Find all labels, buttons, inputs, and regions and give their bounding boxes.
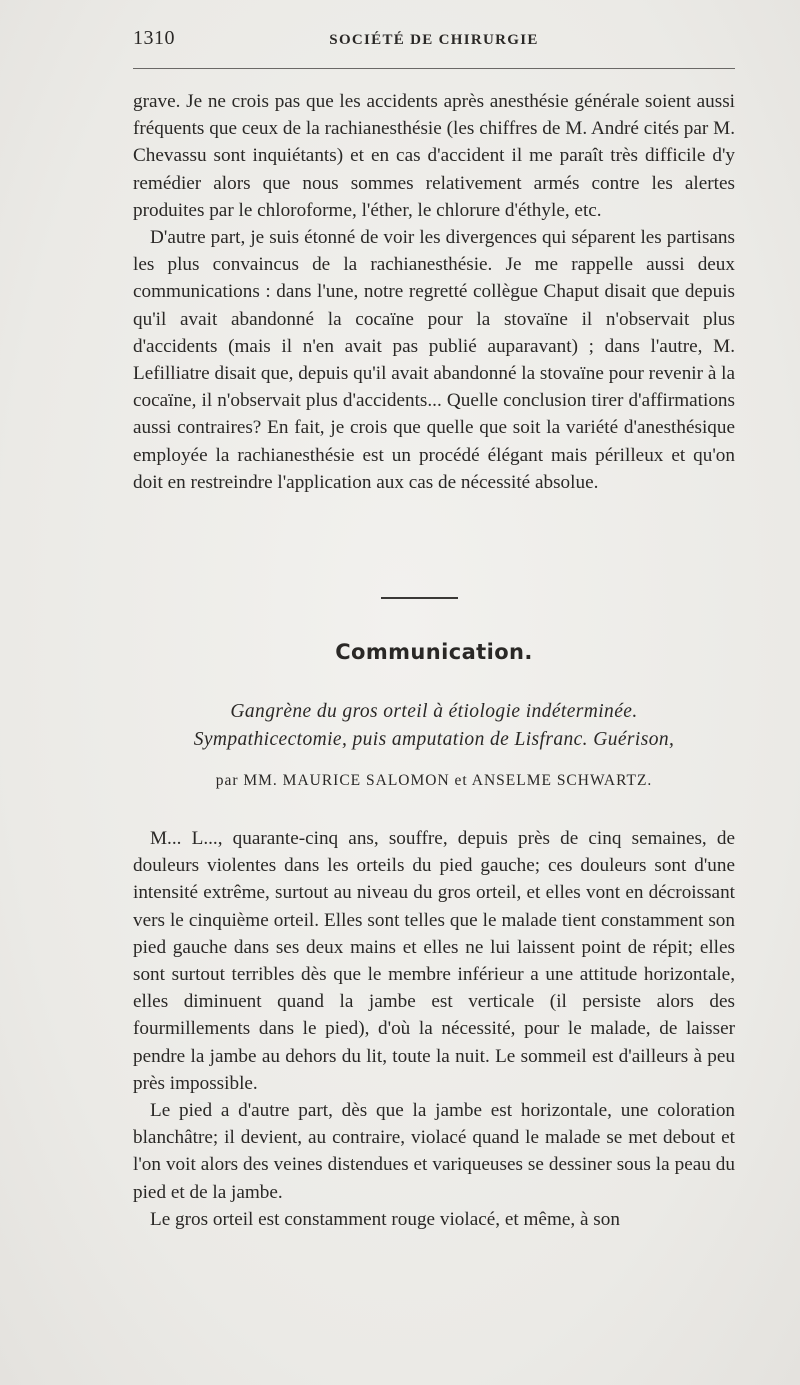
article-authors: par MM. MAURICE SALOMON et ANSELME SCHWARTZ. <box>215 772 653 789</box>
section-title: Communication. <box>335 640 533 664</box>
article-title <box>133 698 735 754</box>
page-number: 1310 <box>133 27 175 49</box>
paragraph: Le pied a d'autre part, dès que la jambe est horizontale, une coloration blanchâtre; il devient, au contraire, violacé quand le malade se met debout et l'on voit alors des veines distendues et variqueuses se dessiner sous la peau du pied et de la jambe. <box>133 1100 735 1203</box>
page-header <box>133 22 735 58</box>
top-text-block <box>133 88 735 496</box>
section-separator <box>381 597 458 599</box>
body-text-block <box>133 825 735 1233</box>
running-head: SOCIÉTÉ DE CHIRURGIE <box>329 32 539 48</box>
paragraph: grave. Je ne crois pas que les accidents après anesthésie générale soient aussi fréquents que ceux de la rachianesthésie (les chiffres de M. André cités par M. Chevassu sont inquiétants) et en cas d'accident il me paraît très difficile d'y remédier alors que nous sommes relativement armés contre les alertes produites par le chloroforme, l'éther, le chlorure d'éthyle, etc. <box>133 91 735 221</box>
article-title-line: Gangrène du gros orteil à étiologie indéterminée. <box>230 701 638 722</box>
paragraph: D'autre part, je suis étonné de voir les divergences qui séparent les partisans les plus convaincus de la rachianesthésie. Je me rappelle aussi deux communications : dans l'une, notre regretté collègue Chaput disait que depuis qu'il avait abandonné la cocaïne pour la stovaïne il n'observait plus d'accidents (mais il n'en avait pas publié auparavant) ; dans l'autre, M. Lefilliatre disait que, depuis qu'il avait abandonné la stovaïne pour revenir à la cocaïne, il n'observait plus d'accidents... Quelle conclusion tirer d'affirmations aussi contraires? En fait, je crois que quelle que soit la variété d'anesthésique employée la rachianesthésie est un procédé élégant mais périlleux et qu'on doit en restreindre l'application aux cas de nécessité absolue. <box>133 227 735 493</box>
header-rule <box>133 68 735 69</box>
paragraph: M... L..., quarante-cinq ans, souffre, depuis près de cinq semaines, de douleurs violentes dans les orteils du pied gauche; ces douleurs sont d'une intensité extrême, surtout au niveau du gros orteil, et elles vont en décroissant vers le cinquième orteil. Elles sont telles que le malade tient constamment son pied gauche dans ses deux mains et elles ne lui laissent point de répit; elles sont surtout terribles dès que le membre inférieur a une attitude horizontale, elles diminuent quand la jambe est verticale (il persiste alors des fourmillements dans le pied), d'où la nécessité, pour le malade, de laisser pendre la jambe au dehors du lit, toute la nuit. Le sommeil est d'ailleurs à peu près impossible. <box>133 828 735 1094</box>
paragraph: Le gros orteil est constamment rouge violacé, et même, à son <box>150 1208 620 1230</box>
article-title-line: Sympathicectomie, puis amputation de Lisfranc. Guérison, <box>193 729 675 750</box>
